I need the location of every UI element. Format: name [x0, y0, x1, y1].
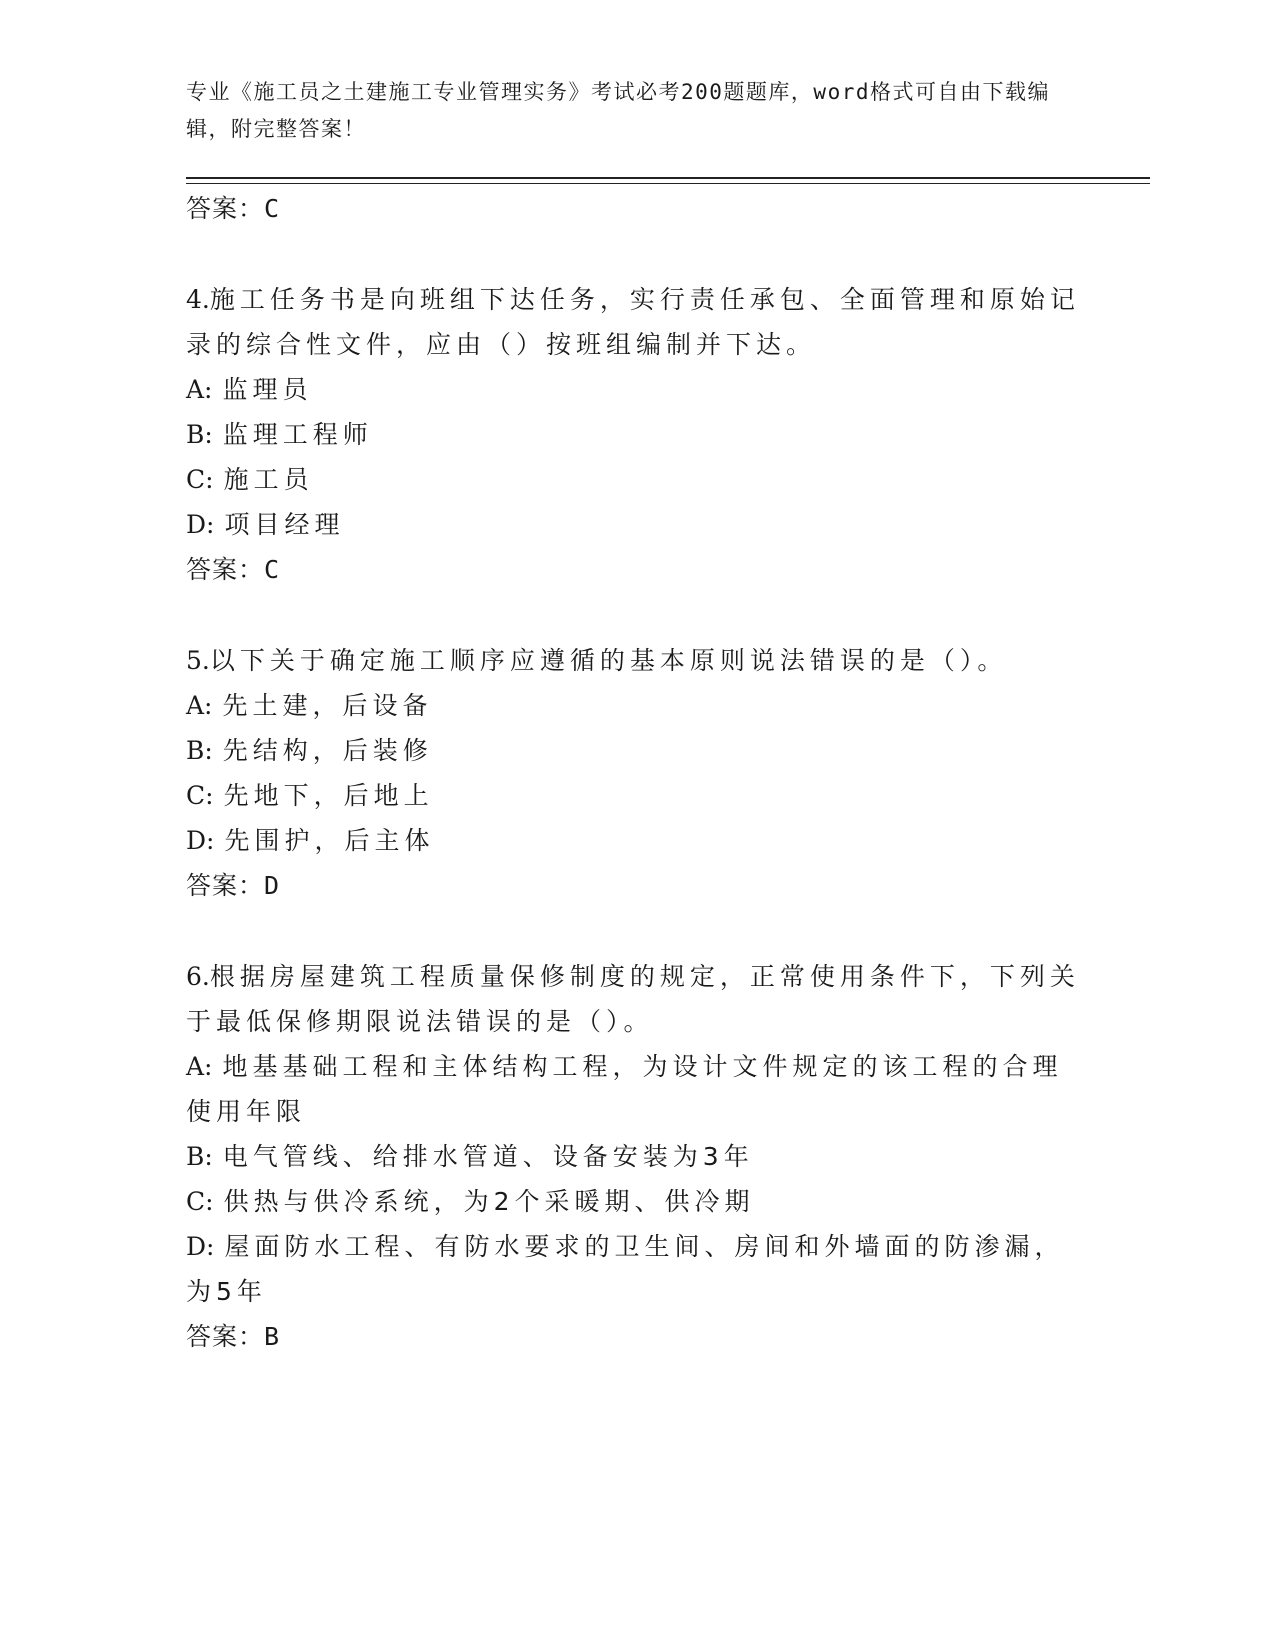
answer-value: B — [264, 1322, 281, 1351]
answer-label: 答案： — [186, 194, 265, 223]
option-text: 地基基础工程和主体结构工程，为设计文件规定的该工程的合理使用年限 — [186, 1052, 1063, 1126]
option-d — [186, 1224, 1086, 1314]
option-letter: A: — [186, 1052, 213, 1081]
question-text: 施工任务书是向班组下达任务，实行责任承包、全面管理和原始记录的综合性文件，应由（）按班组编制并下达。 — [186, 285, 1080, 359]
option-letter: C: — [186, 781, 214, 810]
option-c — [186, 457, 1086, 502]
option-b — [186, 728, 1086, 773]
answer-label: 答案： — [186, 871, 265, 900]
answer-line — [186, 863, 1086, 908]
header-rule-thin — [186, 183, 1150, 184]
question-4 — [186, 277, 1086, 367]
option-text: 先结构，后装修 — [222, 736, 433, 765]
answer-label: 答案： — [186, 1322, 265, 1351]
option-b — [186, 412, 1086, 457]
option-letter: A: — [186, 375, 213, 404]
answer-line — [186, 1314, 1086, 1359]
option-c — [186, 1179, 1086, 1224]
option-letter: B: — [186, 420, 213, 449]
question-list — [186, 186, 1086, 1359]
option-letter: D: — [186, 510, 215, 539]
header-rule-thick — [186, 177, 1150, 179]
option-a — [186, 1044, 1086, 1134]
option-text: 先围护，后主体 — [224, 826, 435, 855]
option-d — [186, 502, 1086, 547]
answer-line — [186, 186, 1086, 231]
option-text: 电气管线、给排水管道、设备安装为3年 — [222, 1142, 754, 1171]
spacer — [186, 908, 1086, 954]
option-letter: B: — [186, 736, 213, 765]
answer-value: C — [264, 555, 281, 584]
option-letter: D: — [186, 826, 215, 855]
option-d — [186, 818, 1086, 863]
answer-value: C — [264, 194, 281, 223]
question-number: 5. — [186, 646, 210, 675]
option-letter: A: — [186, 691, 213, 720]
option-a — [186, 683, 1086, 728]
option-text: 先地下，后地上 — [223, 781, 434, 810]
option-letter: D: — [186, 1232, 215, 1261]
question-number: 4. — [186, 285, 210, 314]
answer-value: D — [264, 871, 281, 900]
document-header: 专业《施工员之土建施工专业管理实务》考试必考200题题库，word格式可自由下载编辑，附完整答案！ — [186, 80, 1050, 141]
question-6 — [186, 954, 1086, 1044]
question-5 — [186, 638, 1086, 683]
option-b — [186, 1134, 1086, 1179]
option-text: 项目经理 — [224, 510, 345, 539]
option-text: 施工员 — [223, 465, 314, 494]
option-letter: C: — [186, 1187, 214, 1216]
option-a — [186, 367, 1086, 412]
option-text: 屋面防水工程、有防水要求的卫生间、房间和外墙面的防渗漏，为5年 — [186, 1232, 1065, 1306]
question-text: 以下关于确定施工顺序应遵循的基本原则说法错误的是（）。 — [209, 646, 1008, 675]
question-number: 6. — [186, 962, 210, 991]
option-text: 监理工程师 — [222, 420, 373, 449]
answer-label: 答案： — [186, 555, 265, 584]
option-text: 先土建，后设备 — [222, 691, 433, 720]
option-text: 监理员 — [222, 375, 313, 404]
spacer — [186, 231, 1086, 277]
spacer — [186, 592, 1086, 638]
option-letter: C: — [186, 465, 214, 494]
option-letter: B: — [186, 1142, 213, 1171]
option-c — [186, 773, 1086, 818]
answer-line — [186, 547, 1086, 592]
question-text: 根据房屋建筑工程质量保修制度的规定，正常使用条件下，下列关于最低保修期限说法错误的是（）。 — [186, 962, 1080, 1036]
option-text: 供热与供冷系统，为2个采暖期、供冷期 — [223, 1187, 755, 1216]
